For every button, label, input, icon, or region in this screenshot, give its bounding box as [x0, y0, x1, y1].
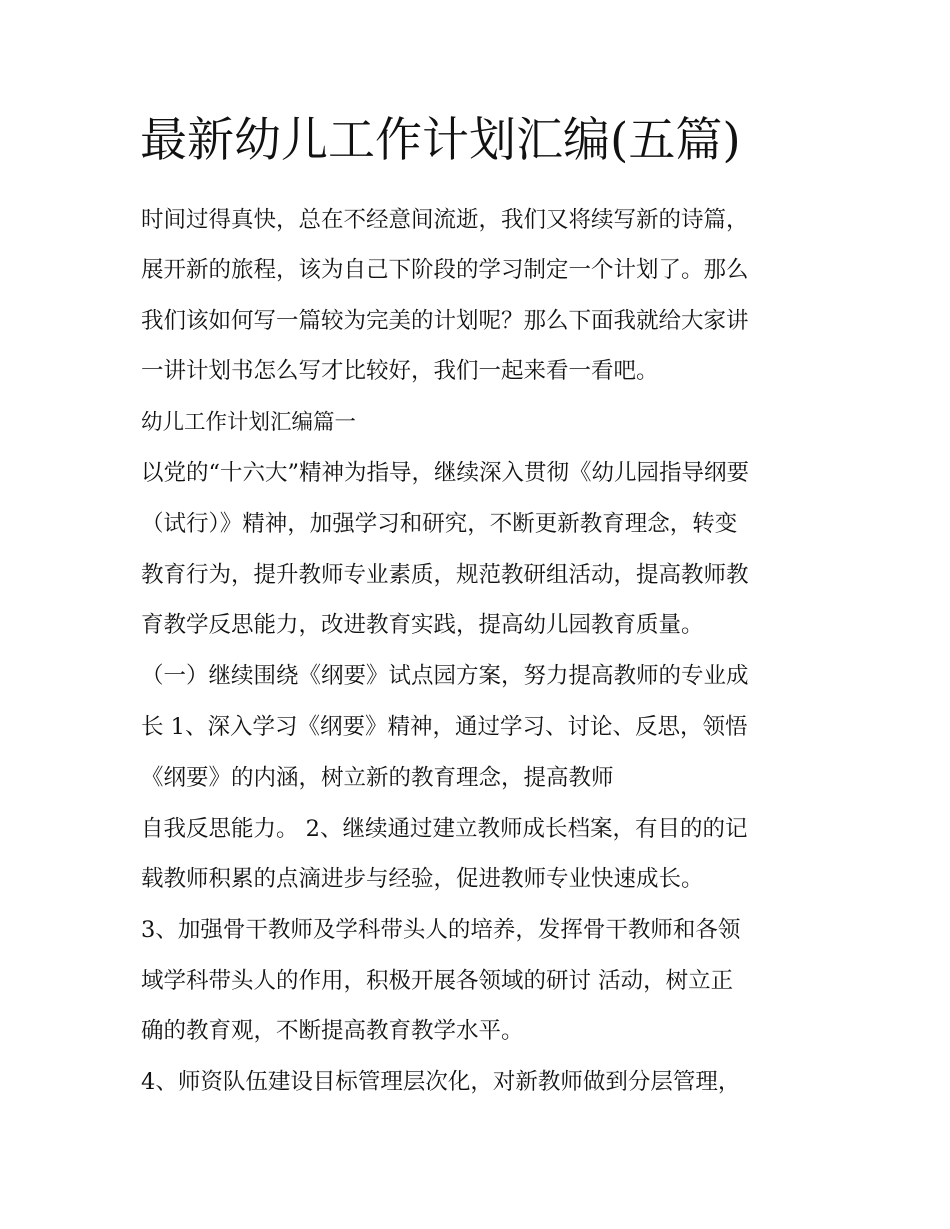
paragraph-line: 一讲计划书怎么写才比较好，我们一起来看一看吧。 [141, 358, 659, 384]
paragraph-line: （一）继续围绕《纲要》试点园方案，努力提高教师的专业成 [141, 663, 749, 689]
paragraph-line: 《纲要》的内涵，树立新的教育理念，提高教师 [141, 765, 614, 791]
paragraph-line: 长 1、深入学习《纲要》精神，通过学习、讨论、反思，领悟 [141, 714, 748, 740]
paragraph-line: 育教学反思能力，改进教育实践，提高幼儿园教育质量。 [141, 612, 704, 638]
document-title: 最新幼儿工作计划汇编(五篇) [140, 113, 741, 168]
paragraph-line: 域学科带头人的作用，积极开展各领域的研讨 活动，树立正 [141, 968, 734, 994]
paragraph-line: 我们该如何写一篇较为完美的计划呢？那么下面我就给大家讲 [141, 308, 749, 334]
paragraph-line: 教育行为，提升教师专业素质，规范教研组活动，提高教师教 [141, 562, 749, 588]
paragraph-line: 以党的“十六大”精神为指导，继续深入贯彻《幼儿园指导纲要 [141, 460, 750, 486]
paragraph-line: 展开新的旅程，该为自己下阶段的学习制定一个计划了。那么 [141, 257, 749, 283]
paragraph-line: 3、加强骨干教师及学科带头人的培养，发挥骨干教师和各领 [141, 917, 741, 943]
paragraph-line: （试行）》精神，加强学习和研究，不断更新教育理念，转变 [141, 511, 738, 537]
paragraph-line: 自我反思能力。 2、继续通过建立教师成长档案，有目的的记 [141, 816, 748, 842]
paragraph-line: 载教师积累的点滴进步与经验，促进教师专业快速成长。 [141, 866, 704, 892]
paragraph-line: 4、师资队伍建设目标管理层次化，对新教师做到分层管理， [141, 1069, 741, 1095]
paragraph-line: 确的教育观，不断提高教育教学水平。 [141, 1018, 524, 1044]
section-heading: 幼儿工作计划汇编篇一 [141, 410, 357, 435]
paragraph-line: 时间过得真快，总在不经意间流逝，我们又将续写新的诗篇， [141, 207, 749, 233]
